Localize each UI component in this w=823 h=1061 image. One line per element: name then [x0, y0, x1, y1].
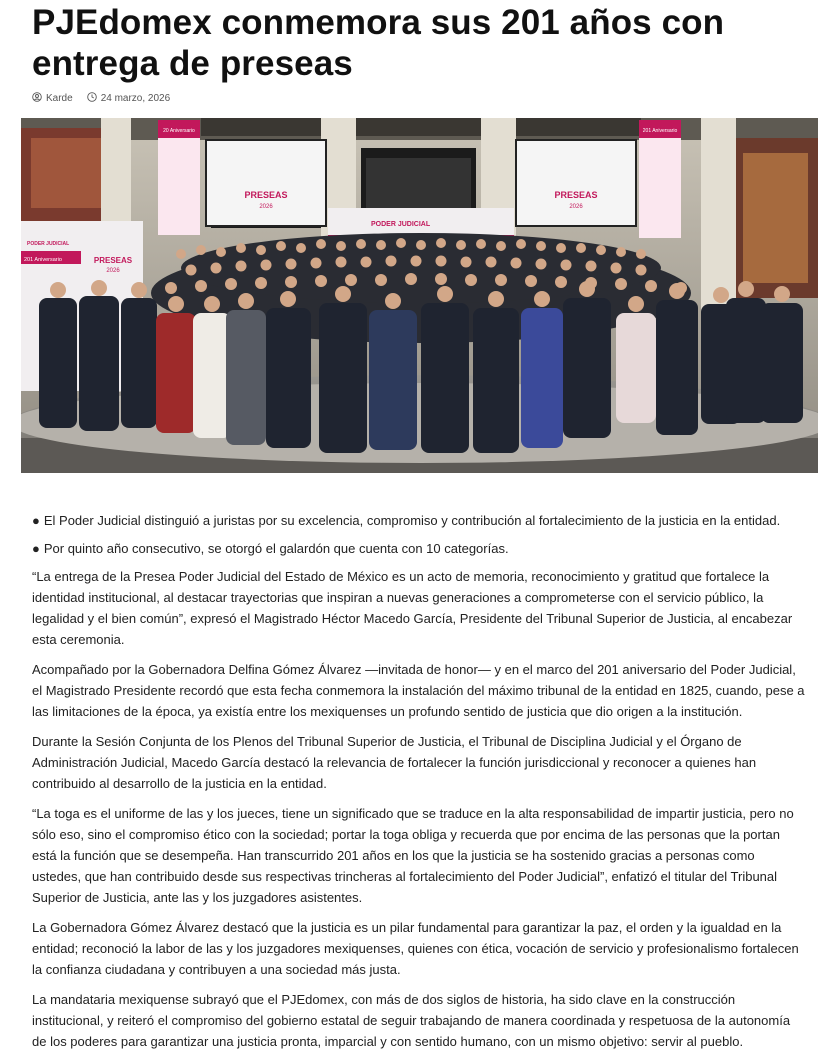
center-banner-org: PODER JUDICIAL — [371, 221, 431, 228]
panel-left-year: 2026 — [106, 268, 120, 274]
panel-left-org: PODER JUDICIAL — [27, 241, 70, 247]
article-title: PJEdomex conmemora sus 201 años con entrega de preseas — [32, 3, 725, 83]
screen-left-year: 2026 — [259, 204, 273, 210]
body-paragraph: “La entrega de la Presea Poder Judicial del Estado de México es un acto de memoria, reconocimiento y gratitud que fortalece la identidad institucional, al destacar trayectorias que inspiran a nuevas generaciones a comprometerse con el servicio público, la legalidad y el bien común”, expresó el Magistrado Héctor Macedo García, Presidente del Tribunal Superior de Justicia, al encabezar esta ceremonia. — [32, 569, 793, 647]
publish-date: 24 marzo, 2026 — [100, 93, 171, 104]
article-photo — [21, 118, 818, 473]
bullet-icon: ● — [32, 513, 40, 528]
article-body — [32, 510, 806, 1061]
screen-right-year: 2026 — [569, 204, 583, 210]
panel-left-title: PRESEAS — [93, 256, 133, 265]
user-circle-icon — [32, 92, 42, 105]
clock-icon — [87, 92, 97, 105]
body-paragraph: La mandataria mexiquense subrayó que el PJEdomex, con más de dos siglos de historia, ha sido clave en la construcción institucional, y reiteró el compromiso del gobierno estatal de seguir trabajando de manera coordinada y respetuosa de la autonomía de los poderes para garantizar una justicia pronta, imparcial y con sentido humano, con un mismo objetivo: servir al pueblo. — [32, 992, 791, 1049]
body-paragraph: Durante la Sesión Conjunta de los Plenos del Tribunal Superior de Justicia, el Tribunal de Disciplina Judicial y el Órgano de Administración Judicial, Macedo García destacó la relevancia de fortalecer la función jurisdiccional y reconocer a quienes han contribuido al desarrollo de la justicia en la entidad. — [32, 734, 757, 791]
summary-bullet: ● El Poder Judicial distinguió a juristas por su excelencia, compromiso y contribución al fortalecimiento de la justicia en la entidad. — [32, 513, 781, 528]
screen-right-title: PRESEAS — [554, 190, 598, 200]
bullet-icon: ● — [32, 541, 40, 556]
article-meta — [32, 92, 170, 105]
author-link[interactable]: Karde — [46, 93, 73, 104]
body-paragraph: “La toga es el uniforme de las y los jueces, tiene un significado que se traduce en la alta responsabilidad de impartir justicia, pero no sólo eso, sino el compromiso ético con la sociedad; portar la toga obliga y recuerda que por encima de las personas que la portan está la función que se desempeña. Han transcurrido 201 años en los que la justicia se ha sostenido gracias a personas como ustedes, que han contribuido desde sus respectivas trincheras al fortalecimiento del Poder Judicial”, enfatizó el titular del Tribunal Superior de Justicia, ante las y los juzgadores asistentes. — [32, 806, 794, 905]
banner-right-top: 201 Aniversario — [642, 128, 678, 134]
panel-left-anniv: 201 Aniversario — [24, 257, 62, 263]
screen-left-title: PRESEAS — [244, 190, 288, 200]
body-paragraph: Acompañado por la Gobernadora Delfina Gómez Álvarez —invitada de honor— y en el marco del 201 aniversario del Poder Judicial, el Magistrado Presidente recordó que esta fecha conmemora la instalación del máximo tribunal de la entidad en 1825, cuando, pese a las limitaciones de la época, ya existía entre los mexiquenses un profundo sentido de justicia que dio origen a la institución. — [32, 662, 805, 719]
body-paragraph: La Gobernadora Gómez Álvarez destacó que la justicia es un pilar fundamental para garantizar la paz, el orden y la igualdad en la entidad; reconoció la labor de las y los juzgadores mexiquenses, quienes con ética, vocación de servicio y profesionalismo fortalecen la confianza ciudadana y contribuyen a una sociedad más justa. — [32, 920, 799, 977]
banner-left-top: 20 Aniversario — [163, 128, 195, 134]
summary-bullet: ● Por quinto año consecutivo, se otorgó el galardón que cuenta con 10 categorías. — [32, 541, 509, 556]
